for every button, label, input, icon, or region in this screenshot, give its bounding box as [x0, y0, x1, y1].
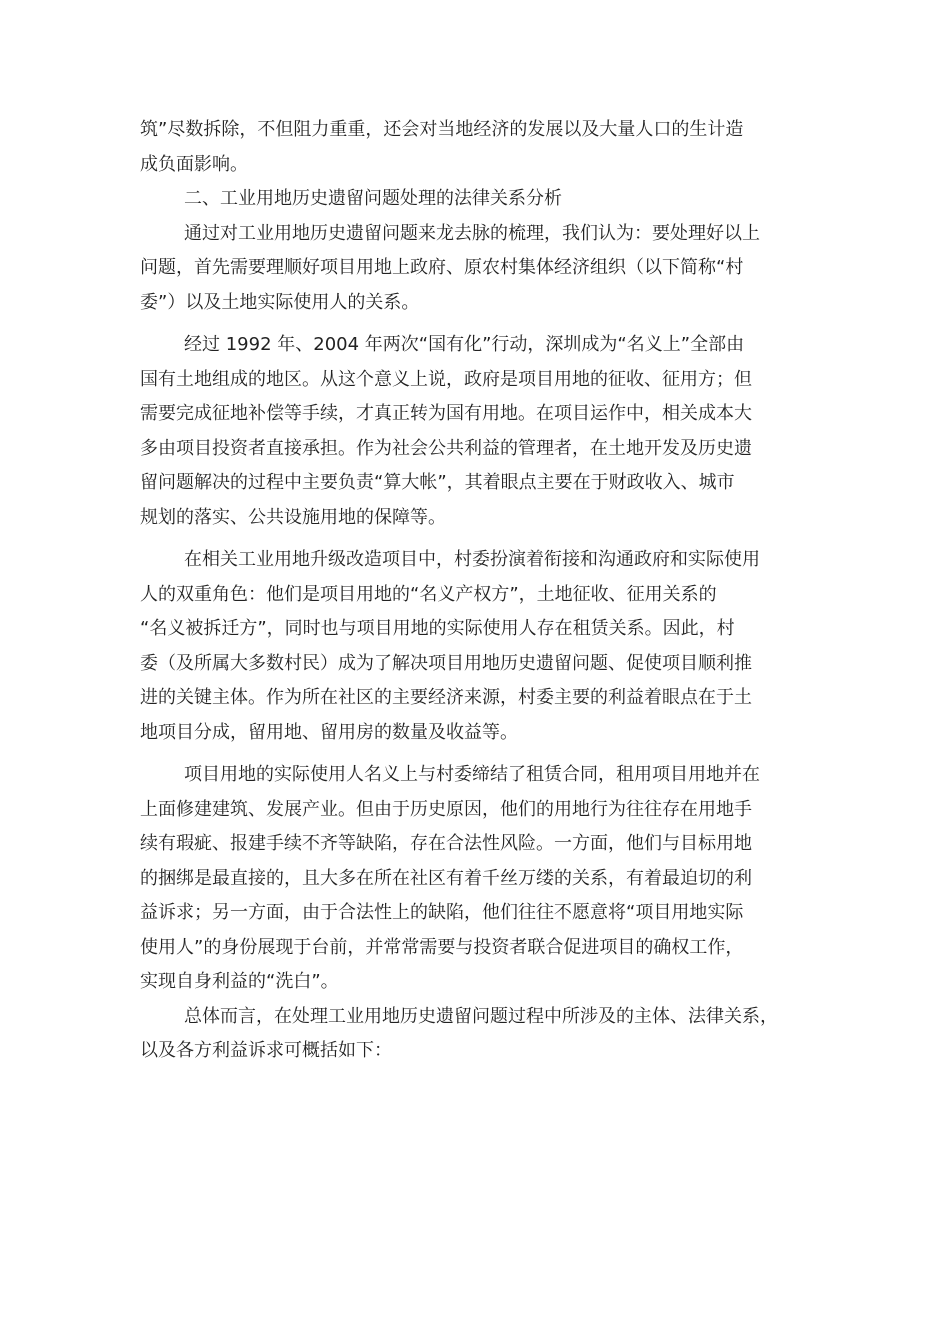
text-line: 以及各方利益诉求可概括如下：: [140, 1040, 392, 1061]
text-line: 多由项目投资者直接承担。作为社会公共利益的管理者，在土地开发及历史遗: [140, 437, 752, 459]
paragraph-first-line: 在相关工业用地升级改造项目中，村委扮演着衔接和沟通政府和实际使用: [184, 549, 760, 570]
paragraph-first-line: 总体而言，在处理工业用地历史遗留问题过程中所涉及的主体、法律关系，: [184, 1005, 778, 1027]
text-line: 使用人”的身份展现于台前，并常常需要与投资者联合促进项目的确权工作，: [140, 936, 744, 958]
paragraph-spacing: [140, 750, 810, 758]
text-line: 的捆绑是最直接的，且大多在所在社区有着千丝万缕的关系，有着最迫切的利: [140, 867, 752, 889]
text-line: 留问题解决的过程中主要负责“算大帐”，其着眼点主要在于财政收入、城市: [140, 472, 735, 493]
paragraph-first-line: 经过 1992 年、2004 年两次“国有化”行动，深圳成为“名义上”全部由: [184, 334, 745, 355]
text-line: 问题，首先需要理顺好项目用地上政府、原农村集体经济组织（以下简称“村: [140, 257, 744, 278]
text-line: 益诉求；另一方面，由于合法性上的缺陷，他们往往不愿意将“项目用地实际: [140, 902, 744, 923]
text-line: 需要完成征地补偿等手续，才真正转为国有用地。在项目运作中，相关成本大: [140, 403, 752, 424]
paragraph-first-line: 项目用地的实际使用人名义上与村委缔结了租赁合同，租用项目用地并在: [184, 764, 760, 785]
text-line: 人的双重角色：他们是项目用地的“名义产权方”，土地征收、征用关系的: [140, 583, 717, 605]
paragraph-first-line: 二、工业用地历史遗留问题处理的法律关系分析: [184, 188, 562, 209]
text-line: “名义被拆迁方”，同时也与项目用地的实际使用人存在租赁关系。因此，村: [140, 618, 735, 639]
paragraph-spacing: [140, 320, 810, 328]
text-line: 规划的落实、公共设施用地的保障等。: [140, 506, 446, 528]
text-line: 实现自身利益的“洗白”。: [140, 971, 339, 992]
text-line: 成负面影响。: [140, 153, 248, 175]
text-line: 筑”尽数拆除，不但阻力重重，还会对当地经济的发展以及大量人口的生计造: [140, 119, 744, 140]
text-line: 委”）以及土地实际使用人的关系。: [140, 291, 420, 313]
text-line: 上面修建建筑、发展产业。但由于历史原因，他们的用地行为往往存在用地手: [140, 798, 752, 820]
text-line: 续有瑕疵、报建手续不齐等缺陷，存在合法性风险。一方面，他们与目标用地: [140, 833, 752, 854]
paragraph-spacing: [140, 535, 810, 543]
text-line: 国有土地组成的地区。从这个意义上说，政府是项目用地的征收、征用方；但: [140, 368, 752, 390]
text-line: 委（及所属大多数村民）成为了解决项目用地历史遗留问题、促使项目顺利推: [140, 652, 752, 674]
text-line: 进的关键主体。作为所在社区的主要经济来源，村委主要的利益着眼点在于土: [140, 687, 752, 708]
text-line: 地项目分成，留用地、留用房的数量及收益等。: [140, 721, 518, 743]
document-body: [140, 113, 810, 1069]
paragraph-first-line: 通过对工业用地历史遗留问题来龙去脉的梳理，我们认为：要处理好以上: [184, 222, 760, 244]
